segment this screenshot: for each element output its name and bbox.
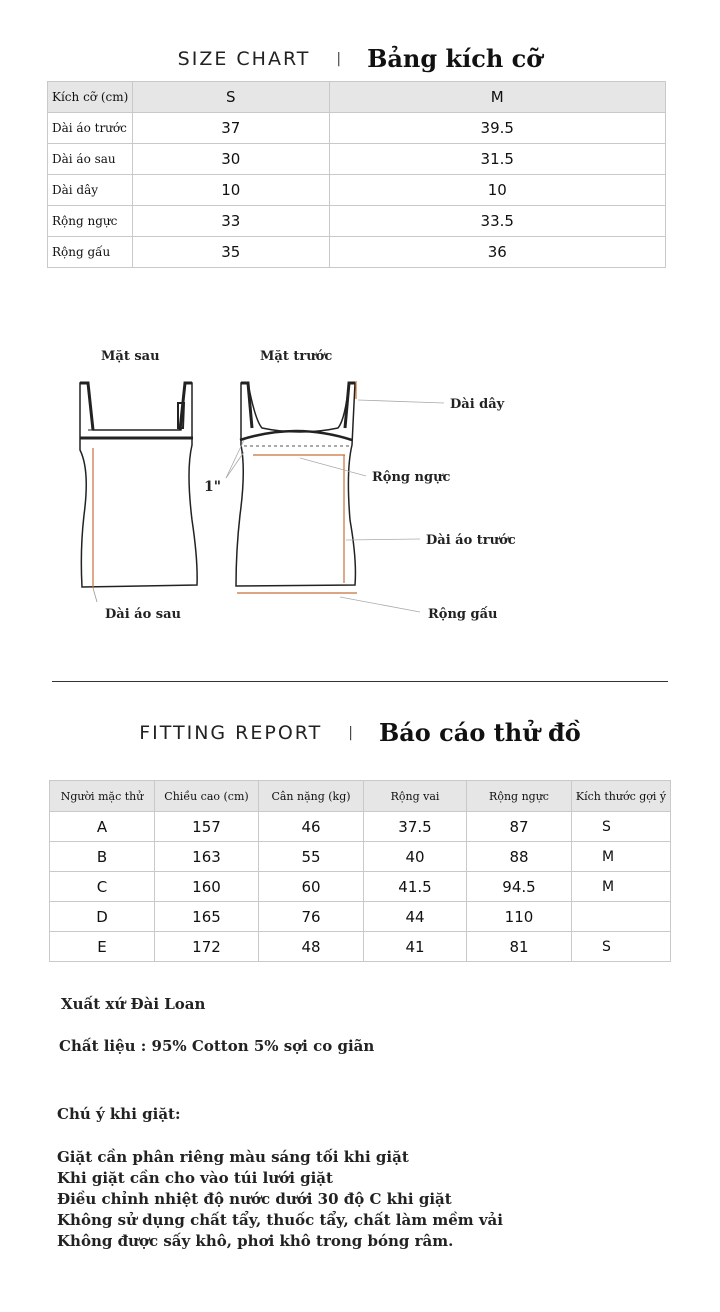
fitting-report-title-vi: Báo cáo thử đồ [378, 718, 581, 747]
table-cell: 35 [133, 237, 330, 268]
care-instruction-line: Không sử dụng chất tẩy, thuốc tẩy, chất làm mềm vải [57, 1211, 503, 1229]
column-header: Người mặc thử [50, 781, 155, 812]
row-label: Dài áo trước [48, 113, 133, 144]
heading-separator: | [348, 724, 353, 741]
table-cell: 10 [329, 175, 666, 206]
front-length-leader [346, 539, 420, 540]
back-view-label: Mặt sau [101, 349, 160, 364]
table-row [50, 872, 671, 902]
table-cell: 55 [259, 842, 364, 872]
row-label: Rộng gấu [48, 237, 133, 268]
front-length-label: Dài áo trước [426, 533, 516, 548]
table-cell: 37.5 [364, 812, 467, 842]
column-header: Chiều cao (cm) [155, 781, 259, 812]
table-cell: M [572, 872, 671, 902]
inch-leader-bottom [226, 452, 244, 478]
table-cell: 110 [467, 902, 572, 932]
inch-leader-top [226, 440, 244, 478]
table-cell: 60 [259, 872, 364, 902]
inch-label: 1" [204, 479, 222, 495]
column-header: M [329, 82, 666, 113]
table-row [50, 902, 671, 932]
strap-leader [358, 400, 444, 403]
table-cell: 81 [467, 932, 572, 962]
table-cell: 10 [133, 175, 330, 206]
garment-measurement-diagram [0, 330, 720, 650]
table-cell: 41 [364, 932, 467, 962]
care-title: Chú ý khi giặt: [57, 1105, 181, 1123]
table-cell: 40 [364, 842, 467, 872]
back-length-leader [93, 588, 97, 602]
table-row [48, 144, 666, 175]
table-cell: C [50, 872, 155, 902]
table-cell [572, 902, 671, 932]
table-row [48, 113, 666, 144]
table-cell: 76 [259, 902, 364, 932]
size-chart-table [47, 81, 666, 268]
table-cell: S [572, 812, 671, 842]
column-header: Kích cỡ (cm) [48, 82, 133, 113]
table-cell: 44 [364, 902, 467, 932]
table-row [48, 206, 666, 237]
care-instructions-list [57, 1147, 503, 1252]
care-instruction-line: Khi giặt cần cho vào túi lưới giặt [57, 1169, 333, 1187]
table-cell: 37 [133, 113, 330, 144]
column-header: Rộng ngực [467, 781, 572, 812]
table-cell: 48 [259, 932, 364, 962]
column-header: Cân nặng (kg) [259, 781, 364, 812]
table-cell: 88 [467, 842, 572, 872]
table-cell: 31.5 [329, 144, 666, 175]
table-cell: 33.5 [329, 206, 666, 237]
table-cell: 30 [133, 144, 330, 175]
table-cell: D [50, 902, 155, 932]
front-view-label: Mặt trước [260, 349, 333, 364]
table-cell: 163 [155, 842, 259, 872]
size-chart-title-en: SIZE CHART [177, 47, 311, 70]
table-cell: 46 [259, 812, 364, 842]
front-view-garment [236, 383, 355, 586]
back-length-label: Dài áo sau [105, 607, 181, 622]
fitting-report-table [49, 780, 671, 962]
table-row [48, 175, 666, 206]
table-cell: M [572, 842, 671, 872]
section-divider [52, 681, 668, 682]
care-instruction-line: Giặt cần phân riêng màu sáng tối khi giặt [57, 1148, 409, 1166]
table-cell: 36 [329, 237, 666, 268]
table-cell: 172 [155, 932, 259, 962]
table-cell: 87 [467, 812, 572, 842]
table-cell: 41.5 [364, 872, 467, 902]
table-row [48, 237, 666, 268]
back-view-garment [80, 383, 197, 587]
table-cell: 39.5 [329, 113, 666, 144]
fitting-report-heading [0, 718, 720, 747]
hem-leader [340, 597, 420, 612]
row-label: Rộng ngực [48, 206, 133, 237]
table-header-row [50, 781, 671, 812]
care-instruction-line: Điều chỉnh nhiệt độ nước dưới 30 độ C khi giặt [57, 1190, 452, 1208]
care-instruction-line: Không được sấy khô, phơi khô trong bóng râm. [57, 1232, 454, 1250]
origin-text: Xuất xứ Đài Loan [61, 995, 206, 1013]
table-cell: A [50, 812, 155, 842]
heading-separator: | [336, 50, 342, 67]
table-cell: 33 [133, 206, 330, 237]
material-text: Chất liệu : 95% Cotton 5% sợi co giãn [59, 1037, 375, 1055]
table-cell: 157 [155, 812, 259, 842]
table-row [50, 812, 671, 842]
hem-width-label: Rộng gấu [428, 607, 498, 622]
strap-length-label: Dài dây [450, 397, 505, 412]
table-cell: B [50, 842, 155, 872]
fitting-report-title-en: FITTING REPORT [139, 721, 323, 744]
row-label: Dài dây [48, 175, 133, 206]
table-cell: 160 [155, 872, 259, 902]
size-chart-title-vi: Bảng kích cỡ [367, 44, 543, 73]
row-label: Dài áo sau [48, 144, 133, 175]
column-header: S [133, 82, 330, 113]
table-row [50, 932, 671, 962]
table-cell: 94.5 [467, 872, 572, 902]
table-row [50, 842, 671, 872]
size-chart-heading [0, 44, 720, 73]
column-header: Kích thước gợi ý [572, 781, 671, 812]
column-header: Rộng vai [364, 781, 467, 812]
table-cell: E [50, 932, 155, 962]
chest-width-label: Rộng ngực [372, 470, 451, 485]
table-cell: 165 [155, 902, 259, 932]
table-cell: S [572, 932, 671, 962]
table-header-row [48, 82, 666, 113]
